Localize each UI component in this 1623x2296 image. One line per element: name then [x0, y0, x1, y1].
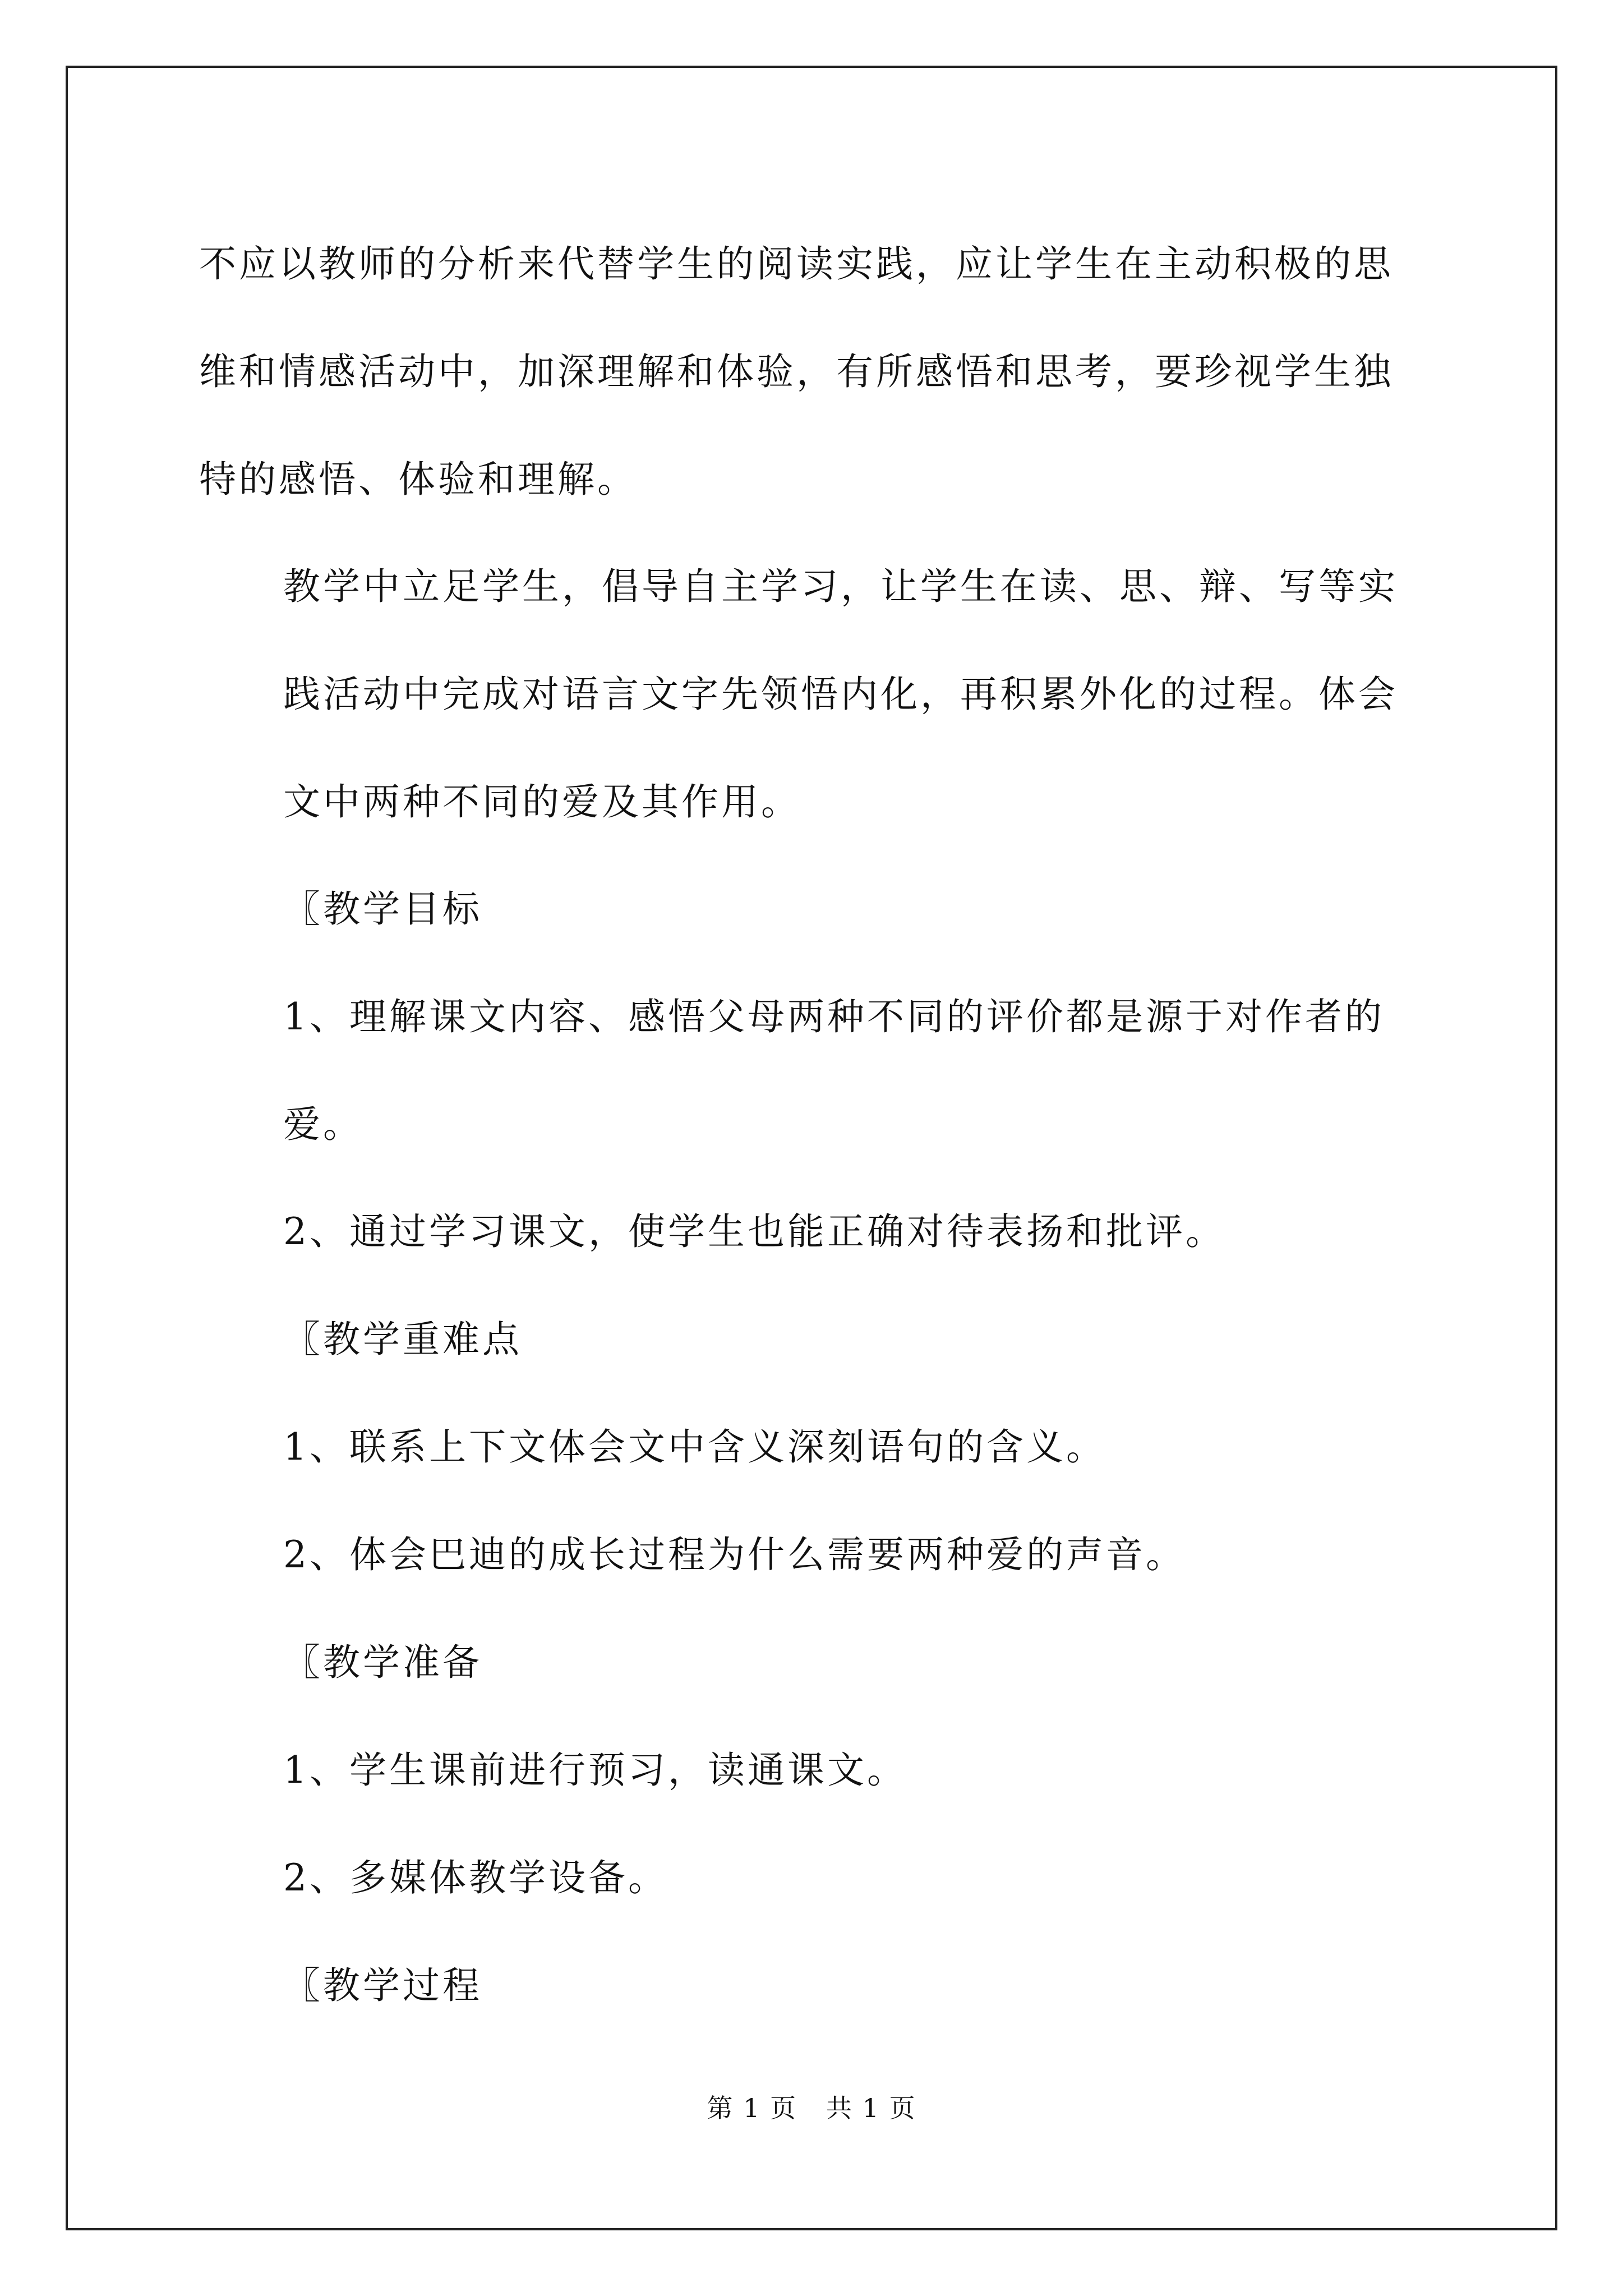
preparation-item-2: 2、多媒体教学设备。	[283, 1856, 668, 1899]
heading-teaching-process: 〖教学过程	[283, 1964, 482, 2007]
difficulty-item-1: 1、联系上下文体会文中含义深刻语句的含义。	[283, 1425, 1106, 1469]
heading-key-difficulties: 〖教学重难点	[283, 1318, 522, 1361]
preparation-item-1: 1、学生课前进行预习，读通课文。	[283, 1749, 907, 1792]
difficulty-item-2: 2、体会巴迪的成长过程为什么需要两种爱的声音。	[283, 1533, 1186, 1576]
page-number: 第 1 页	[707, 2093, 797, 2123]
goal-item-1: 1、理解课文内容、感悟父母两种不同的评价都是源于对作者的爱。	[283, 995, 1385, 1146]
page-total: 共 1 页	[826, 2093, 916, 2123]
goal-item-2: 2、通过学习课文，使学生也能正确对待表扬和批评。	[283, 1210, 1225, 1253]
heading-teaching-goals: 〖教学目标	[283, 887, 482, 931]
heading-preparation: 〖教学准备	[283, 1641, 482, 1684]
paragraph-reading-practice: 不应以教师的分析来代替学生的阅读实践，应让学生在主动积极的思维和情感活动中，加深理解和体验，有所感悟和思考，要珍视学生独特的感悟、体验和理解。	[199, 242, 1394, 501]
page-footer	[0, 2091, 1623, 2125]
paragraph-student-centered: 教学中立足学生，倡导自主学习，让学生在读、思、辩、写等实践活动中完成对语言文字先领悟内化，再积累外化的过程。体会文中两种不同的爱及其作用。	[283, 565, 1398, 823]
